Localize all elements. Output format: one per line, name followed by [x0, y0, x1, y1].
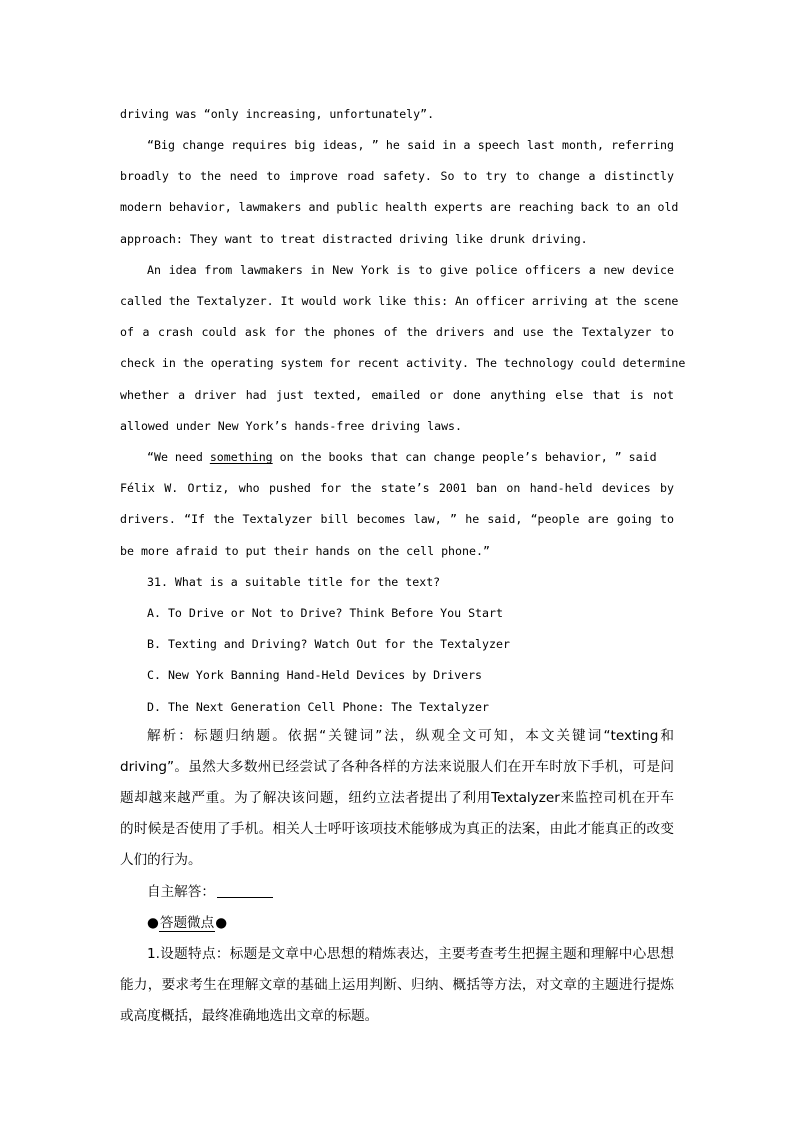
bullet-icon: ● — [215, 915, 228, 931]
question-stem: 31. What is a suitable title for the text? — [147, 575, 441, 589]
point-line: 或高度概括，最终准确地选出文章的标题。 — [120, 1008, 379, 1024]
passage-line: “Big change requires big ideas, ” he said in a speech last month, referring — [147, 138, 674, 152]
passage-line: broadly to the need to improve road safety. So to try to change a distinctly — [120, 169, 674, 183]
point-line: 1.设题特点：标题是文章中心思想的精炼表达，主要考查考生把握主题和理解中心思想 — [147, 946, 674, 962]
analysis-line: 解析：标题归纳题。依据“关键词”法，纵观全文可知，本文关键词“texting和 — [147, 728, 674, 744]
self-answer-label: 自主解答： — [147, 884, 215, 900]
passage-line: Félix W. Ortiz, who pushed for the state’s 2001 ban on hand-held devices by — [120, 481, 674, 495]
analysis-line: driving”。虽然大多数州已经尝试了各种各样的方法来说服人们在开车时放下手机，可是问 — [120, 759, 674, 775]
underlined-word: something — [209, 450, 273, 464]
section-title: 答题微点 — [159, 915, 215, 931]
point-line: 能力，要求考生在理解文章的基础上运用判断、归纳、概括等方法，对文章的主题进行提炼 — [120, 977, 674, 993]
option-a: A. To Drive or Not to Drive? Think Before You Start — [147, 606, 503, 620]
self-answer-line — [147, 882, 674, 902]
passage-line: be more afraid to put their hands on the cell phone.” — [120, 544, 490, 558]
analysis-line: 人们的行为。 — [120, 852, 202, 868]
passage-line: modern behavior, lawmakers and public health experts are reaching back to an old — [120, 200, 679, 214]
bullet-icon: ● — [147, 915, 159, 931]
passage-line: allowed under New York’s hands-free driving laws. — [120, 419, 463, 433]
passage-line: driving was “only increasing, unfortunately”. — [120, 107, 435, 121]
passage-line: called the Textalyzer. It would work like this: An officer arriving at the scene — [120, 294, 679, 308]
passage-line: whether a driver had just texted, emailed or done anything else that is not — [120, 388, 674, 402]
passage-text: on the books that can change people’s behavior, ” said — [272, 450, 657, 464]
passage-line: drivers. “If the Textalyzer bill becomes law, ” he said, “people are going to — [120, 512, 674, 526]
analysis-line: 的时候是否使用了手机。相关人士呼吁该项技术能够成为真正的法案，由此才能真正的改变 — [120, 821, 674, 837]
passage-line: An idea from lawmakers in New York is to give police officers a new device — [147, 263, 674, 277]
passage-line: check in the operating system for recent activity. The technology could determine — [120, 356, 686, 370]
option-b: B. Texting and Driving? Watch Out for the Textalyzer — [147, 637, 510, 651]
answer-blank — [217, 883, 273, 898]
section-heading — [147, 913, 674, 933]
option-d: D. The Next Generation Cell Phone: The Textalyzer — [147, 700, 490, 714]
passage-line: approach: They want to treat distracted driving like drunk driving. — [120, 232, 588, 246]
passage-line — [147, 449, 674, 465]
analysis-line: 题却越来越严重。为了解决该问题，纽约立法者提出了利用Textalyzer来监控司机在开车 — [120, 790, 674, 806]
passage-text: “We need — [147, 450, 210, 464]
passage-line: of a crash could ask for the phones of the drivers and use the Textalyzer to — [120, 325, 674, 339]
option-c: C. New York Banning Hand-Held Devices by Drivers — [147, 668, 483, 682]
